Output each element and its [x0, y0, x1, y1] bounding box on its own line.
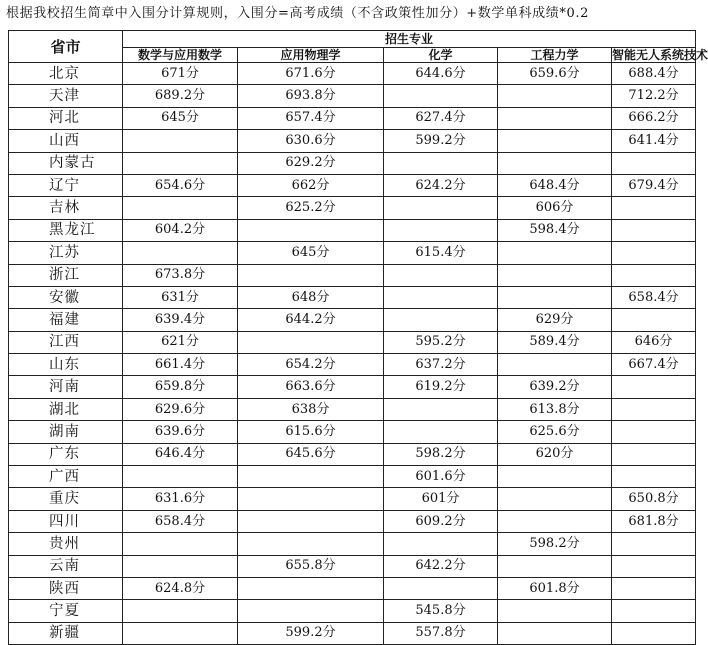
score-cell-chemistry [384, 197, 498, 219]
score-cell-engineering-mechanics: 629分 [498, 309, 612, 331]
score-cell-math [123, 466, 238, 488]
score-cell-intelligent-unmanned-systems [612, 398, 696, 420]
province-cell: 安徽 [9, 286, 123, 308]
table-row [9, 533, 696, 555]
score-cell-math: 671分 [123, 63, 238, 85]
province-cell: 广西 [9, 466, 123, 488]
score-cell-engineering-mechanics: 620分 [498, 443, 612, 465]
score-cell-applied-physics [238, 264, 384, 286]
province-cell: 江苏 [9, 242, 123, 264]
score-cell-intelligent-unmanned-systems: 712.2分 [612, 85, 696, 107]
score-cell-chemistry: 627.4分 [384, 107, 498, 129]
score-cell-applied-physics: 693.8分 [238, 85, 384, 107]
province-cell: 福建 [9, 309, 123, 331]
score-cell-math: 639.6分 [123, 421, 238, 443]
score-cell-chemistry [384, 152, 498, 174]
province-cell: 黑龙江 [9, 219, 123, 241]
table-row [9, 577, 696, 599]
table-body [9, 63, 696, 645]
province-cell: 内蒙古 [9, 152, 123, 174]
score-cell-chemistry: 601分 [384, 488, 498, 510]
score-cell-intelligent-unmanned-systems [612, 309, 696, 331]
major-header-engineering-mechanics: 工程力学 [498, 48, 612, 63]
score-cell-engineering-mechanics: 613.8分 [498, 398, 612, 420]
table-row [9, 152, 696, 174]
score-cell-chemistry: 609.2分 [384, 510, 498, 532]
score-cell-engineering-mechanics [498, 488, 612, 510]
major-header-intelligent-unmanned-systems: 智能无人系统技术 [612, 48, 708, 62]
score-cell-math: 645分 [123, 107, 238, 129]
score-cell-applied-physics [238, 331, 384, 353]
score-cell-intelligent-unmanned-systems: 646分 [612, 331, 696, 353]
score-cell-intelligent-unmanned-systems: 679.4分 [612, 174, 696, 196]
score-cell-applied-physics: 629.2分 [238, 152, 384, 174]
score-cell-chemistry [384, 219, 498, 241]
score-cell-chemistry: 599.2分 [384, 130, 498, 152]
table-row [9, 85, 696, 107]
score-cell-applied-physics: 663.6分 [238, 376, 384, 398]
province-cell: 云南 [9, 555, 123, 577]
score-cell-applied-physics [238, 577, 384, 599]
score-cell-math: 631.6分 [123, 488, 238, 510]
score-cell-math [123, 242, 238, 264]
admission-score-table [8, 30, 708, 645]
score-cell-engineering-mechanics [498, 510, 612, 532]
table-row [9, 309, 696, 331]
province-cell: 陕西 [9, 577, 123, 599]
province-cell: 浙江 [9, 264, 123, 286]
score-cell-chemistry: 642.2分 [384, 555, 498, 577]
score-cell-applied-physics: 644.2分 [238, 309, 384, 331]
score-cell-math: 659.8分 [123, 376, 238, 398]
score-cell-intelligent-unmanned-systems [612, 376, 696, 398]
score-cell-applied-physics: 625.2分 [238, 197, 384, 219]
score-cell-chemistry [384, 286, 498, 308]
score-cell-applied-physics: 648分 [238, 286, 384, 308]
score-cell-engineering-mechanics [498, 555, 612, 577]
table-row [9, 354, 696, 376]
score-cell-intelligent-unmanned-systems: 666.2分 [612, 107, 696, 129]
score-cell-chemistry [384, 577, 498, 599]
score-cell-intelligent-unmanned-systems [612, 600, 696, 622]
table-row [9, 488, 696, 510]
table-row [9, 443, 696, 465]
score-cell-applied-physics: 662分 [238, 174, 384, 196]
score-cell-engineering-mechanics [498, 466, 612, 488]
score-cell-applied-physics: 638分 [238, 398, 384, 420]
score-cell-math [123, 622, 238, 644]
score-cell-chemistry [384, 398, 498, 420]
province-cell: 宁夏 [9, 600, 123, 622]
table-row [9, 555, 696, 577]
table-row [9, 398, 696, 420]
province-cell: 山西 [9, 130, 123, 152]
score-cell-applied-physics [238, 510, 384, 532]
table-row [9, 466, 696, 488]
table-row [9, 510, 696, 532]
score-cell-intelligent-unmanned-systems [612, 421, 696, 443]
score-cell-intelligent-unmanned-systems [612, 466, 696, 488]
score-cell-intelligent-unmanned-systems [612, 152, 696, 174]
score-cell-chemistry [384, 309, 498, 331]
province-cell: 重庆 [9, 488, 123, 510]
score-cell-applied-physics [238, 488, 384, 510]
score-cell-engineering-mechanics [498, 152, 612, 174]
province-cell: 四川 [9, 510, 123, 532]
table-row [9, 174, 696, 196]
majors-group-header: 招生专业 [123, 31, 696, 48]
score-cell-intelligent-unmanned-systems: 658.4分 [612, 286, 696, 308]
score-cell-engineering-mechanics [498, 286, 612, 308]
score-cell-intelligent-unmanned-systems [612, 219, 696, 241]
province-cell: 山东 [9, 354, 123, 376]
score-cell-intelligent-unmanned-systems [612, 264, 696, 286]
score-cell-math: 631分 [123, 286, 238, 308]
score-cell-math: 689.2分 [123, 85, 238, 107]
province-cell: 北京 [9, 63, 123, 85]
score-cell-engineering-mechanics: 659.6分 [498, 63, 612, 85]
score-cell-chemistry: 644.6分 [384, 63, 498, 85]
score-cell-engineering-mechanics [498, 354, 612, 376]
table-row [9, 421, 696, 443]
score-cell-math: 658.4分 [123, 510, 238, 532]
province-cell: 江西 [9, 331, 123, 353]
score-cell-math: 646.4分 [123, 443, 238, 465]
table-row [9, 264, 696, 286]
score-cell-math: 629.6分 [123, 398, 238, 420]
score-cell-intelligent-unmanned-systems [612, 197, 696, 219]
score-cell-chemistry: 637.2分 [384, 354, 498, 376]
score-cell-engineering-mechanics: 598.4分 [498, 219, 612, 241]
score-cell-math: 624.8分 [123, 577, 238, 599]
score-cell-math: 621分 [123, 331, 238, 353]
score-cell-engineering-mechanics [498, 600, 612, 622]
score-cell-chemistry: 619.2分 [384, 376, 498, 398]
score-cell-intelligent-unmanned-systems [612, 242, 696, 264]
province-cell: 天津 [9, 85, 123, 107]
score-cell-chemistry: 601.6分 [384, 466, 498, 488]
score-cell-math: 639.4分 [123, 309, 238, 331]
score-cell-intelligent-unmanned-systems [612, 443, 696, 465]
score-cell-engineering-mechanics: 606分 [498, 197, 612, 219]
score-cell-applied-physics [238, 600, 384, 622]
score-cell-applied-physics: 671.6分 [238, 63, 384, 85]
table-row [9, 130, 696, 152]
score-cell-intelligent-unmanned-systems [612, 533, 696, 555]
province-cell: 辽宁 [9, 174, 123, 196]
table-row [9, 622, 696, 644]
table-row [9, 63, 696, 85]
score-cell-applied-physics: 655.8分 [238, 555, 384, 577]
score-cell-intelligent-unmanned-systems: 688.4分 [612, 63, 696, 85]
province-cell: 新疆 [9, 622, 123, 644]
score-cell-applied-physics: 630.6分 [238, 130, 384, 152]
score-cell-applied-physics [238, 219, 384, 241]
score-rule-caption: 根据我校招生简章中入围分计算规则，入围分=高考成绩（不含政策性加分）+数学单科成绩*0.2 [6, 6, 589, 21]
score-cell-math: 654.6分 [123, 174, 238, 196]
score-cell-engineering-mechanics [498, 264, 612, 286]
major-header-applied-physics: 应用物理学 [238, 48, 384, 63]
table-row [9, 197, 696, 219]
table-row [9, 107, 696, 129]
score-cell-applied-physics: 599.2分 [238, 622, 384, 644]
score-cell-engineering-mechanics: 601.8分 [498, 577, 612, 599]
score-cell-math [123, 197, 238, 219]
score-cell-engineering-mechanics [498, 130, 612, 152]
province-cell: 河北 [9, 107, 123, 129]
score-cell-engineering-mechanics [498, 242, 612, 264]
score-cell-math [123, 533, 238, 555]
score-cell-intelligent-unmanned-systems: 650.8分 [612, 488, 696, 510]
score-cell-intelligent-unmanned-systems: 667.4分 [612, 354, 696, 376]
major-header-chemistry: 化学 [384, 48, 498, 63]
province-cell: 河南 [9, 376, 123, 398]
score-cell-engineering-mechanics: 639.2分 [498, 376, 612, 398]
province-column-header: 省市 [9, 31, 123, 63]
province-cell: 贵州 [9, 533, 123, 555]
score-cell-chemistry: 557.8分 [384, 622, 498, 644]
score-cell-math [123, 130, 238, 152]
score-cell-applied-physics: 645分 [238, 242, 384, 264]
score-cell-intelligent-unmanned-systems [612, 577, 696, 599]
score-cell-chemistry: 624.2分 [384, 174, 498, 196]
table-row [9, 600, 696, 622]
score-cell-math: 604.2分 [123, 219, 238, 241]
score-cell-math [123, 600, 238, 622]
score-cell-engineering-mechanics: 648.4分 [498, 174, 612, 196]
score-cell-engineering-mechanics [498, 622, 612, 644]
score-cell-chemistry [384, 533, 498, 555]
score-cell-math [123, 152, 238, 174]
province-cell: 吉林 [9, 197, 123, 219]
score-cell-chemistry [384, 421, 498, 443]
score-cell-intelligent-unmanned-systems [612, 555, 696, 577]
table-row [9, 242, 696, 264]
score-cell-engineering-mechanics [498, 107, 612, 129]
score-cell-applied-physics: 615.6分 [238, 421, 384, 443]
score-cell-chemistry [384, 85, 498, 107]
score-cell-intelligent-unmanned-systems [612, 622, 696, 644]
score-cell-chemistry: 595.2分 [384, 331, 498, 353]
table-row [9, 286, 696, 308]
province-cell: 湖北 [9, 398, 123, 420]
score-cell-applied-physics [238, 466, 384, 488]
table-row [9, 219, 696, 241]
score-cell-applied-physics: 654.2分 [238, 354, 384, 376]
score-cell-engineering-mechanics: 598.2分 [498, 533, 612, 555]
table-row [9, 331, 696, 353]
score-cell-chemistry: 598.2分 [384, 443, 498, 465]
score-cell-chemistry: 615.4分 [384, 242, 498, 264]
major-header-math: 数学与应用数学 [123, 48, 238, 63]
score-cell-math [123, 555, 238, 577]
score-cell-applied-physics: 645.6分 [238, 443, 384, 465]
score-cell-applied-physics: 657.4分 [238, 107, 384, 129]
score-cell-math: 661.4分 [123, 354, 238, 376]
score-cell-math: 673.8分 [123, 264, 238, 286]
score-cell-chemistry: 545.8分 [384, 600, 498, 622]
table-row [9, 376, 696, 398]
score-cell-intelligent-unmanned-systems: 641.4分 [612, 130, 696, 152]
score-cell-chemistry [384, 264, 498, 286]
score-cell-applied-physics [238, 533, 384, 555]
province-cell: 湖南 [9, 421, 123, 443]
score-cell-engineering-mechanics: 625.6分 [498, 421, 612, 443]
score-cell-intelligent-unmanned-systems: 681.8分 [612, 510, 696, 532]
score-cell-engineering-mechanics: 589.4分 [498, 331, 612, 353]
score-cell-engineering-mechanics [498, 85, 612, 107]
province-cell: 广东 [9, 443, 123, 465]
